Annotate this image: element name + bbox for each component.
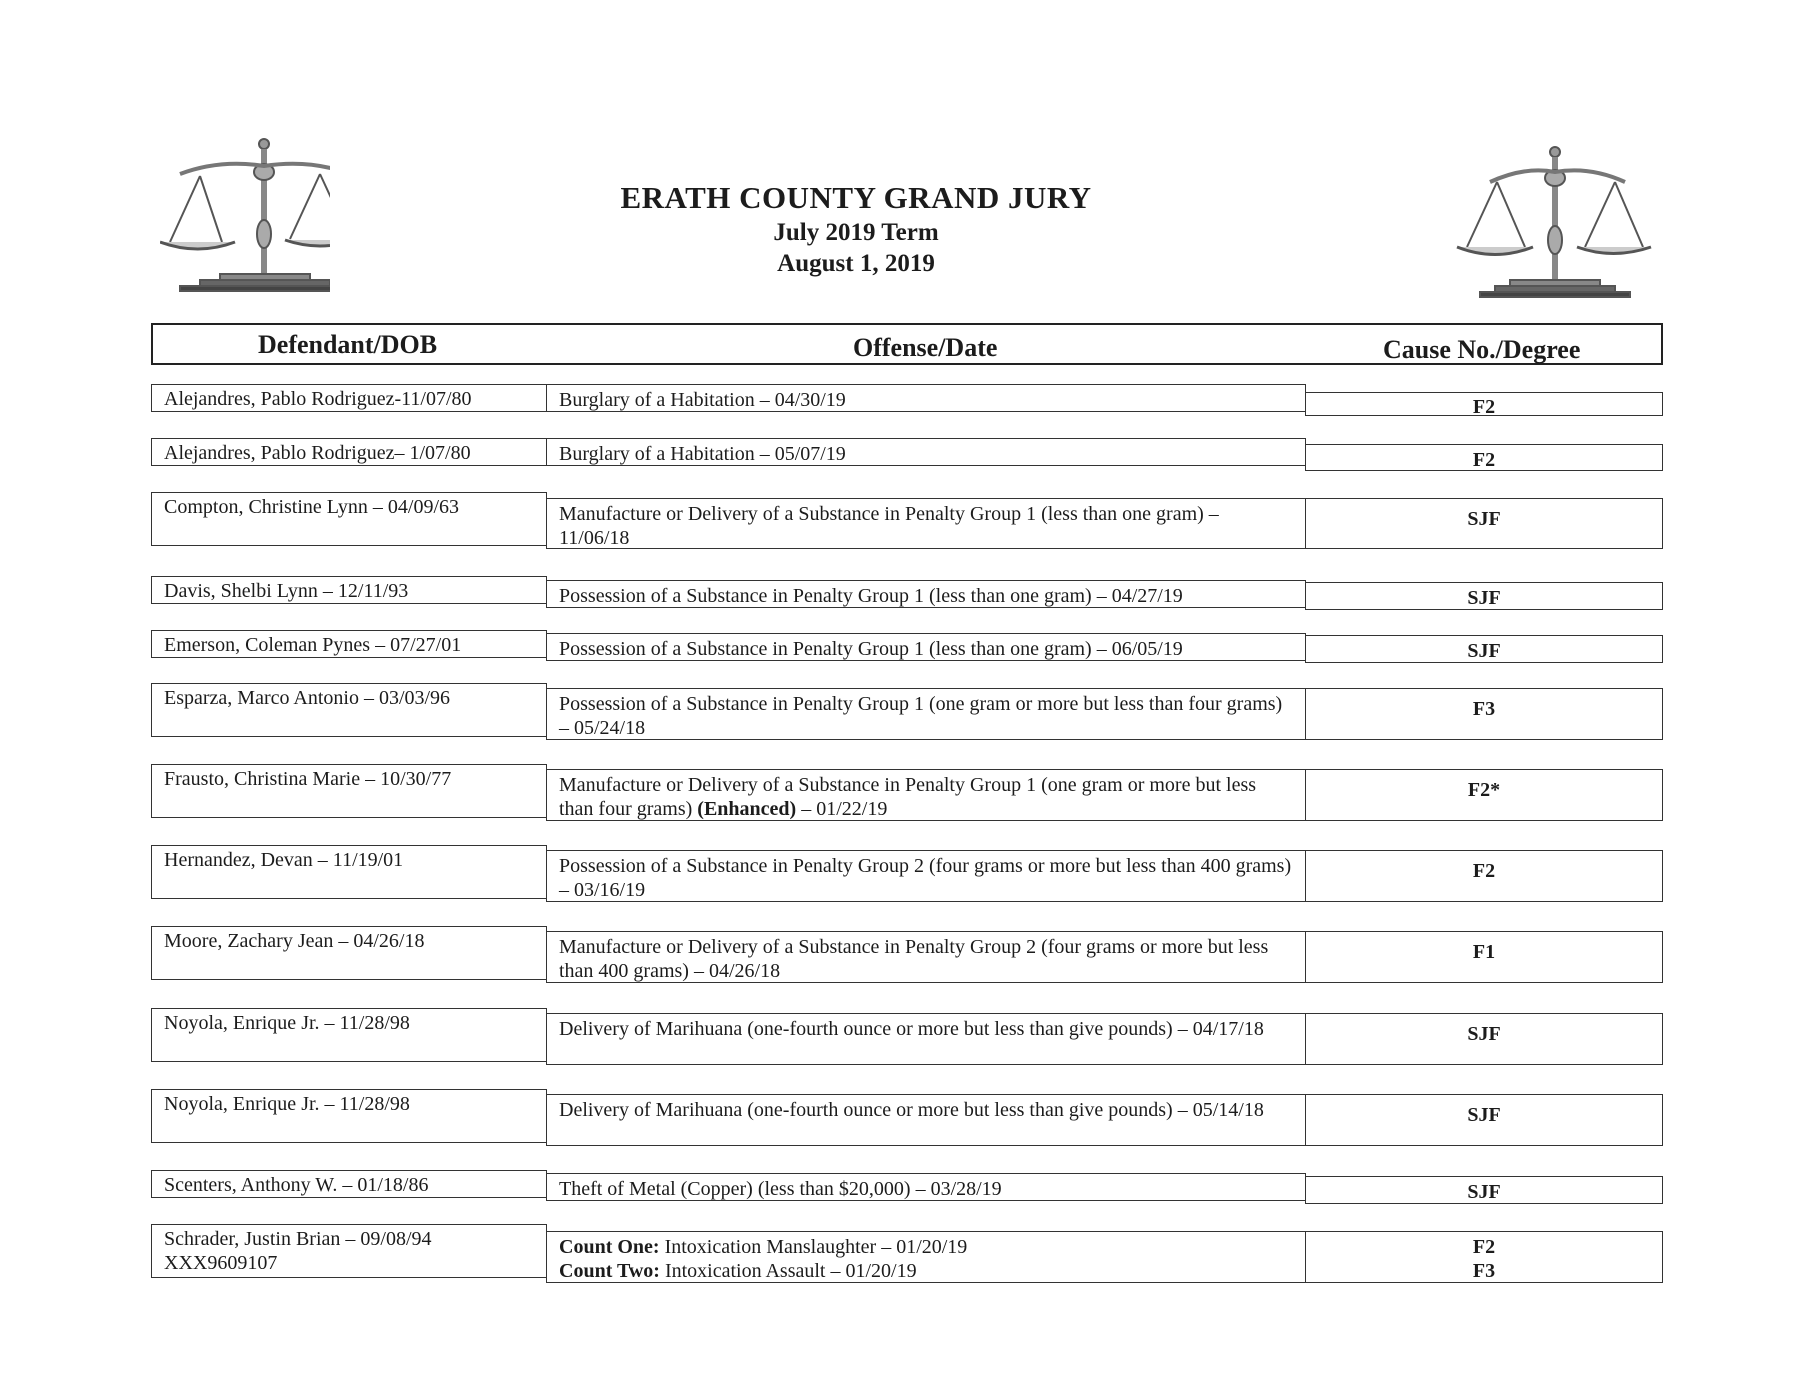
offense-cell: Possession of a Substance in Penalty Group 2 (four grams or more but less than 400 grams) – 03/16/19	[546, 850, 1306, 902]
degree-cell: F1	[1305, 931, 1663, 983]
degree-cell: F2	[1305, 444, 1663, 471]
term-label: July 2019 Term	[773, 219, 939, 246]
degree-cell: SJF	[1305, 1094, 1663, 1146]
degree-cell: F2 F3	[1305, 1231, 1663, 1283]
defendant-id: XXX9609107	[164, 1252, 278, 1274]
offense-cell: Burglary of a Habitation – 04/30/19	[546, 384, 1306, 412]
document-header	[0, 180, 1800, 278]
degree-cell: F2	[1305, 392, 1663, 416]
offense-cell: Possession of a Substance in Penalty Group 1 (less than one gram) – 04/27/19	[546, 580, 1306, 608]
offense-cell: Manufacture or Delivery of a Substance in Penalty Group 1 (one gram or more but less than four grams) (Enhanced) – 01/22/19	[546, 769, 1306, 821]
defendant-cell: Alejandres, Pablo Rodriguez– 1/07/80	[151, 438, 547, 466]
defendant-cell: Davis, Shelbi Lynn – 12/11/93	[151, 576, 547, 604]
degree-cell: F2	[1305, 850, 1663, 902]
defendant-cell: Hernandez, Devan – 11/19/01	[151, 845, 547, 899]
offense-cell: Possession of a Substance in Penalty Group 1 (less than one gram) – 06/05/19	[546, 633, 1306, 661]
column-header-defendant: Defendant/DOB	[258, 330, 438, 359]
offense-cell: Manufacture or Delivery of a Substance in Penalty Group 2 (four grams or more but less than 400 grams) – 04/26/18	[546, 931, 1306, 983]
defendant-cell: Moore, Zachary Jean – 04/26/18	[151, 926, 547, 980]
degree-cell: F3	[1305, 688, 1663, 740]
defendant-name: Schrader, Justin Brian – 09/08/94	[164, 1228, 432, 1250]
column-header-offense: Offense/Date	[853, 333, 998, 362]
offense-cell: Theft of Metal (Copper) (less than $20,000) – 03/28/19	[546, 1173, 1306, 1201]
offense-cell: Delivery of Marihuana (one-fourth ounce or more but less than give pounds) – 05/14/18	[546, 1094, 1306, 1146]
hearing-date: August 1, 2019	[777, 250, 935, 277]
defendant-cell: Frausto, Christina Marie – 10/30/77	[151, 764, 547, 818]
offense-cell	[546, 1231, 1306, 1283]
offense-cell: Manufacture or Delivery of a Substance in Penalty Group 1 (less than one gram) – 11/06/18	[546, 498, 1306, 549]
degree-cell: F2*	[1305, 769, 1663, 821]
count-two: Count Two: Intoxication Assault – 01/20/19	[559, 1260, 917, 1282]
offense-cell: Delivery of Marihuana (one-fourth ounce or more but less than give pounds) – 04/17/18	[546, 1013, 1306, 1065]
column-header-cause: Cause No./Degree	[1383, 335, 1581, 364]
defendant-cell: Scenters, Anthony W. – 01/18/86	[151, 1170, 547, 1198]
degree-cell: SJF	[1305, 635, 1663, 663]
count-one: Count One: Intoxication Manslaughter – 01/20/19	[559, 1236, 968, 1258]
degree-cell: SJF	[1305, 498, 1663, 549]
defendant-cell: Compton, Christine Lynn – 04/09/63	[151, 492, 547, 546]
column-header-row	[151, 323, 1663, 365]
defendant-cell	[151, 1224, 547, 1278]
degree-cell: SJF	[1305, 1013, 1663, 1065]
degree-cell: SJF	[1305, 1176, 1663, 1204]
offense-cell: Burglary of a Habitation – 05/07/19	[546, 438, 1306, 466]
defendant-cell: Emerson, Coleman Pynes – 07/27/01	[151, 630, 547, 658]
defendant-cell: Noyola, Enrique Jr. – 11/28/98	[151, 1089, 547, 1143]
offense-cell: Possession of a Substance in Penalty Group 1 (one gram or more but less than four grams) – 05/24/18	[546, 688, 1306, 740]
defendant-cell: Esparza, Marco Antonio – 03/03/96	[151, 683, 547, 737]
defendant-cell: Noyola, Enrique Jr. – 11/28/98	[151, 1008, 547, 1062]
document-title: ERATH COUNTY GRAND JURY	[620, 180, 1092, 215]
defendant-cell: Alejandres, Pablo Rodriguez-11/07/80	[151, 384, 547, 412]
degree-cell: SJF	[1305, 582, 1663, 610]
